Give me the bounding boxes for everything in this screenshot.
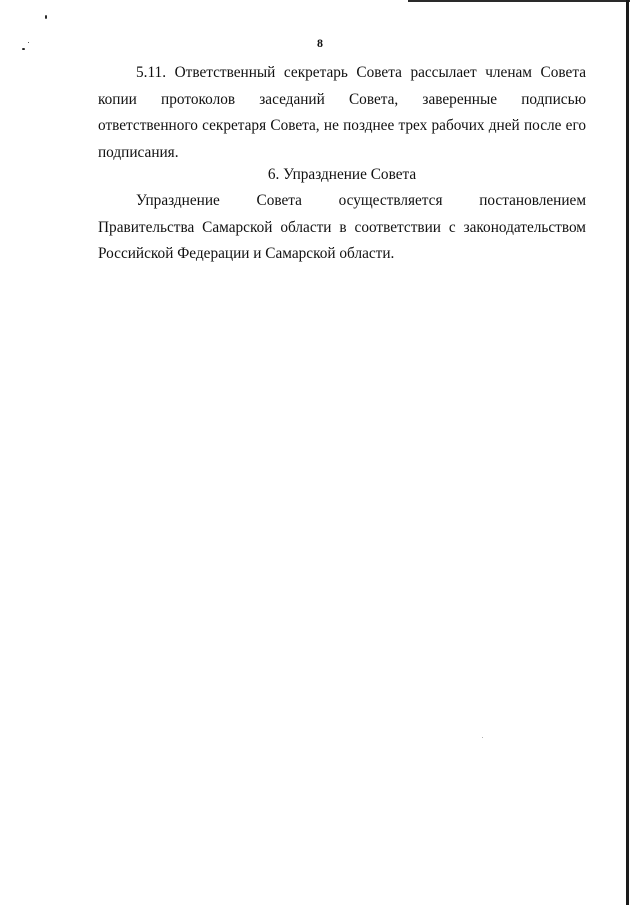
clause-5-11-text: 5.11. Ответственный секретарь Совета рассылает членам Совета копии протоколов заседаний Совета, заверенные подписью ответственного секретаря Совета, не позднее трех рабочих дней после его подписания. [98, 64, 586, 161]
section-6-heading: 6. Упразднение Совета [267, 166, 417, 183]
scan-edge-top [408, 0, 630, 2]
clause-5-11-block [98, 60, 586, 166]
page-number: 8 [317, 36, 323, 50]
section-6-block [98, 188, 586, 268]
scan-speck [45, 15, 47, 19]
section-6-text: Упразднение Совета осуществляется постановлением Правительства Самарской области в соответствии с законодательством Российской Федерации и Самарской области. [98, 192, 586, 262]
scan-edge-right [626, 0, 629, 905]
scan-speck [482, 737, 483, 738]
